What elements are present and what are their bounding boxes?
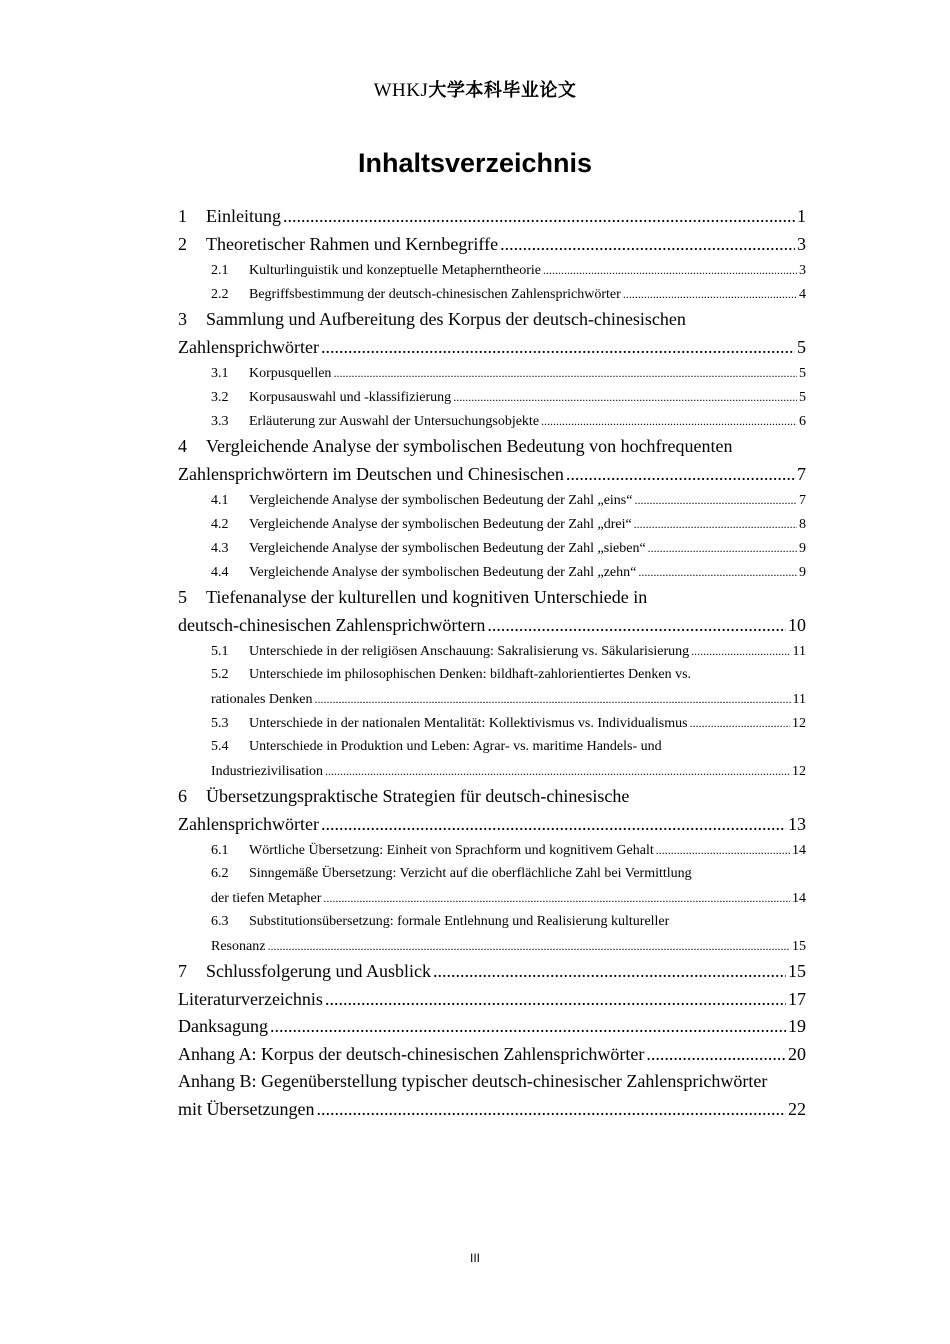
toc-entry[interactable] xyxy=(178,958,806,986)
toc-leader-dots xyxy=(634,512,797,537)
toc-entry-number: 3.3 xyxy=(211,414,229,429)
toc-entry-title: Korpusauswahl und -klassifizierung xyxy=(249,390,452,405)
toc-entry-number: 3.1 xyxy=(211,366,229,381)
toc-entry-page: 20 xyxy=(788,1043,806,1064)
toc-leader-dots xyxy=(543,258,797,283)
toc-entry-number: 5.1 xyxy=(211,644,229,659)
toc-entry-title: Resonanz xyxy=(211,939,266,954)
toc-entry[interactable] xyxy=(178,258,806,282)
page-title: Inhaltsverzeichnis xyxy=(357,148,593,178)
toc-entry-page: 14 xyxy=(792,843,806,858)
toc-entry[interactable] xyxy=(178,361,806,385)
toc-entry-number: 4.2 xyxy=(211,517,229,532)
page-number: III xyxy=(469,1251,480,1265)
toc-entry-page: 19 xyxy=(788,1016,806,1036)
toc-entry-number: 6.2 xyxy=(211,866,229,881)
toc-entry-title: Literaturverzeichnis xyxy=(178,988,323,1009)
toc-entry-title: mit Übersetzungen xyxy=(178,1098,315,1119)
toc-entry[interactable] xyxy=(178,639,806,663)
toc-entry[interactable] xyxy=(178,536,806,560)
toc-entry[interactable] xyxy=(178,838,806,862)
toc-entry-page: 11 xyxy=(792,692,806,707)
toc-leader-dots xyxy=(323,886,790,911)
toc-entry-title: Vergleichende Analyse der symbolischen Bedeutung der Zahl „drei“ xyxy=(249,517,632,532)
toc-entry-page: 17 xyxy=(788,988,806,1009)
toc-leader-dots xyxy=(316,1096,786,1124)
toc-entry-title: Tiefenanalyse der kulturellen und kognitiven Unterschiede in xyxy=(206,587,648,607)
toc-entry-number: 5 xyxy=(178,587,187,607)
toc-entry[interactable] xyxy=(178,584,806,612)
toc-entry-number: 3 xyxy=(178,309,187,329)
toc-entry[interactable] xyxy=(178,1013,806,1041)
toc-entry-title: Unterschiede im philosophischen Denken: bildhaft-zahlorientiertes Denken vs. xyxy=(249,667,692,682)
toc-entry-title: Anhang B: Gegenüberstellung typischer deutsch-chinesischer Zahlensprichwörter xyxy=(178,1071,768,1091)
toc-entry-page: 15 xyxy=(792,939,806,954)
toc-entry-number: 3.2 xyxy=(211,390,229,405)
toc-entry-page: 12 xyxy=(792,764,806,779)
toc-entry-title: Substitutionsübersetzung: formale Entlehnung und Realisierung kultureller xyxy=(249,914,670,929)
toc-entry-title: Übersetzungspraktische Strategien für deutsch-chinesische xyxy=(206,786,630,806)
toc-entry[interactable] xyxy=(178,811,806,839)
toc-entry-title: rationales Denken xyxy=(211,692,313,707)
toc-entry-number: 4.1 xyxy=(211,493,229,508)
toc-entry-title: Danksagung xyxy=(178,1016,268,1036)
toc-entry-number: 2.1 xyxy=(211,263,229,278)
toc-entry-title: der tiefen Metapher xyxy=(211,891,322,906)
toc-leader-dots xyxy=(634,488,797,513)
toc-entry-page: 5 xyxy=(799,390,806,405)
toc-entry-page: 9 xyxy=(799,541,806,556)
toc-leader-dots xyxy=(333,361,797,386)
toc-entry-page: 6 xyxy=(799,414,806,429)
toc-entry-title: Zahlensprichwörtern im Deutschen und Chinesischen xyxy=(178,463,564,484)
toc-leader-dots xyxy=(500,231,795,259)
toc-entry[interactable] xyxy=(178,612,806,640)
toc-leader-dots xyxy=(283,203,795,231)
toc-entry-title: Anhang A: Korpus der deutsch-chinesischen Zahlensprichwörter xyxy=(178,1043,645,1064)
toc-entry[interactable] xyxy=(178,1096,806,1124)
toc-entry-page: 5 xyxy=(799,366,806,381)
toc-leader-dots xyxy=(321,334,795,362)
toc-entry[interactable] xyxy=(178,488,806,512)
toc-entry-title: Zahlensprichwörter xyxy=(178,813,319,834)
toc-entry-page: 3 xyxy=(797,233,806,254)
toc-entry-number: 4.4 xyxy=(211,565,229,580)
toc-entry-title: Korpusquellen xyxy=(249,366,332,381)
toc-entry[interactable] xyxy=(178,711,806,735)
toc-entry[interactable] xyxy=(178,663,806,687)
toc-leader-dots xyxy=(656,838,790,863)
toc-entry-title: Kulturlinguistik und konzeptuelle Metapherntheorie xyxy=(249,263,541,278)
toc-leader-dots xyxy=(433,958,786,986)
toc-entry-number: 6 xyxy=(178,786,187,806)
toc-entry-title: Vergleichende Analyse der symbolischen Bedeutung der Zahl „sieben“ xyxy=(249,541,646,556)
toc-entry-page: 5 xyxy=(797,336,806,357)
toc-entry-number: 2.2 xyxy=(211,287,229,302)
toc-entry-title: Vergleichende Analyse der symbolischen Bedeutung der Zahl „zehn“ xyxy=(249,565,637,580)
toc-entry-title: Erläuterung zur Auswahl der Untersuchungsobjekte xyxy=(249,414,540,429)
toc-entry-title: Sinngemäße Übersetzung: Verzicht auf die oberflächliche Zahl bei Vermittlung xyxy=(249,866,692,881)
toc-entry-page: 7 xyxy=(797,463,806,484)
toc-entry[interactable] xyxy=(178,735,806,759)
toc-entry-page: 12 xyxy=(792,716,806,731)
toc-entry-title: Sammlung und Aufbereitung des Korpus der deutsch-chinesischen xyxy=(206,309,686,329)
toc-entry-page: 11 xyxy=(792,644,806,659)
toc-entry[interactable] xyxy=(178,687,806,711)
table-of-contents xyxy=(178,203,806,1123)
toc-entry-title: Theoretischer Rahmen und Kernbegriffe xyxy=(206,233,499,254)
toc-leader-dots xyxy=(314,687,790,712)
toc-entry[interactable] xyxy=(178,433,806,461)
toc-entry[interactable] xyxy=(178,409,806,433)
toc-entry-number: 4.3 xyxy=(211,541,229,556)
toc-leader-dots xyxy=(623,282,797,307)
toc-entry[interactable] xyxy=(178,512,806,536)
toc-entry-page: 15 xyxy=(788,961,806,981)
toc-entry-page: 14 xyxy=(792,891,806,906)
toc-leader-dots xyxy=(648,536,797,561)
toc-entry[interactable] xyxy=(178,783,806,811)
toc-leader-dots xyxy=(325,986,786,1014)
toc-leader-dots xyxy=(638,560,797,585)
toc-entry-page: 7 xyxy=(799,493,806,508)
toc-entry-number: 5.3 xyxy=(211,716,229,731)
toc-entry[interactable] xyxy=(178,934,806,958)
toc-entry-number: 6.1 xyxy=(211,843,229,858)
toc-entry[interactable] xyxy=(178,334,806,362)
toc-leader-dots xyxy=(566,461,795,489)
toc-entry-number: 5.4 xyxy=(211,739,229,754)
document-header xyxy=(0,76,950,102)
toc-leader-dots xyxy=(690,711,790,736)
toc-leader-dots xyxy=(270,1013,786,1041)
toc-entry-title: Zahlensprichwörter xyxy=(178,336,319,357)
toc-leader-dots xyxy=(321,811,786,839)
header-cjk: 大学本科毕业论文 xyxy=(428,80,577,101)
toc-entry-title: Einleitung xyxy=(206,206,281,226)
toc-entry-page: 10 xyxy=(788,614,806,635)
toc-entry-number: 2 xyxy=(178,233,187,254)
toc-entry[interactable] xyxy=(178,910,806,934)
toc-entry-title: Vergleichende Analyse der symbolischen Bedeutung von hochfrequenten xyxy=(206,436,733,456)
toc-entry-title: Industriezivilisation xyxy=(211,764,323,779)
toc-entry[interactable] xyxy=(178,886,806,910)
toc-entry[interactable] xyxy=(178,1068,806,1096)
toc-leader-dots xyxy=(267,934,790,959)
toc-leader-dots xyxy=(453,385,797,410)
toc-entry-title: deutsch-chinesischen Zahlensprichwörtern xyxy=(178,614,486,635)
toc-entry-title: Schlussfolgerung und Ausblick xyxy=(206,961,431,981)
toc-entry-page: 1 xyxy=(797,206,806,226)
toc-entry-page: 4 xyxy=(799,287,806,302)
toc-entry[interactable] xyxy=(178,986,806,1014)
toc-entry[interactable] xyxy=(178,1041,806,1069)
toc-entry[interactable] xyxy=(178,282,806,306)
toc-entry-page: 3 xyxy=(799,263,806,278)
toc-entry-number: 4 xyxy=(178,436,187,456)
toc-entry[interactable] xyxy=(178,560,806,584)
toc-entry-number: 6.3 xyxy=(211,914,229,929)
toc-leader-dots xyxy=(541,409,797,434)
toc-entry[interactable] xyxy=(178,385,806,409)
toc-leader-dots xyxy=(646,1041,786,1069)
toc-entry-page: 13 xyxy=(788,813,806,834)
toc-entry-title: Unterschiede in Produktion und Leben: Agrar- vs. maritime Handels- und xyxy=(249,739,662,754)
toc-entry[interactable] xyxy=(178,306,806,334)
toc-entry-title: Vergleichende Analyse der symbolischen Bedeutung der Zahl „eins“ xyxy=(249,493,633,508)
toc-entry[interactable] xyxy=(178,203,806,231)
toc-entry-number: 1 xyxy=(178,206,187,226)
toc-entry-page: 22 xyxy=(788,1098,806,1119)
toc-leader-dots xyxy=(325,759,790,784)
toc-leader-dots xyxy=(691,639,790,664)
toc-entry-title: Wörtliche Übersetzung: Einheit von Sprachform und kognitivem Gehalt xyxy=(249,843,654,858)
toc-entry-page: 9 xyxy=(799,565,806,580)
toc-entry[interactable] xyxy=(178,231,806,259)
toc-entry-number: 5.2 xyxy=(211,667,229,682)
toc-entry[interactable] xyxy=(178,461,806,489)
toc-entry-title: Begriffsbestimmung der deutsch-chinesischen Zahlensprichwörter xyxy=(249,287,621,302)
toc-entry-title: Unterschiede in der religiösen Anschauung: Sakralisierung vs. Säkularisierung xyxy=(249,644,690,659)
header-latin: WHKJ xyxy=(373,80,429,101)
toc-entry-page: 8 xyxy=(799,517,806,532)
toc-entry-number: 7 xyxy=(178,961,187,981)
toc-leader-dots xyxy=(487,612,786,640)
toc-entry[interactable] xyxy=(178,862,806,886)
toc-entry[interactable] xyxy=(178,759,806,783)
toc-entry-title: Unterschiede in der nationalen Mentalität: Kollektivismus vs. Individualismus xyxy=(249,716,688,731)
